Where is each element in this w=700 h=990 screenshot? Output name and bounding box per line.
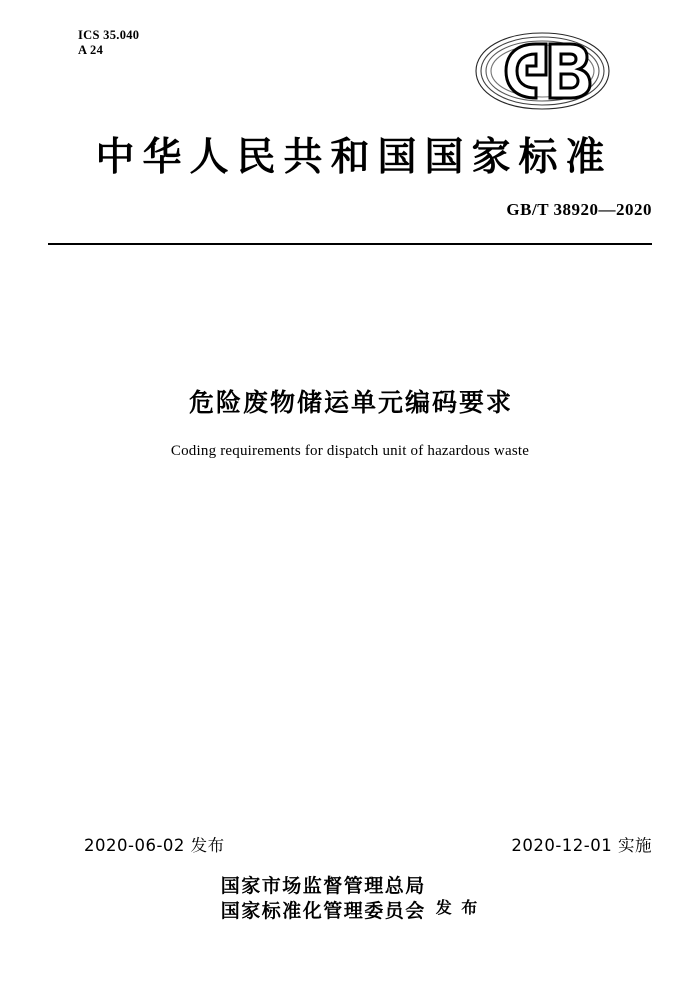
issuer-organizations (221, 874, 426, 924)
gb-emblem-icon (470, 30, 615, 112)
ccs-code: A 24 (78, 43, 104, 57)
national-standard-heading: 中华人民共和国国家标准 (95, 135, 613, 180)
effective-date: 2020-12-01 实施 (511, 836, 652, 855)
issuer-publish-label: 发 布 (435, 897, 480, 917)
header-divider (48, 243, 652, 245)
issuer-block (0, 874, 700, 924)
ics-classification-block (78, 28, 139, 58)
issue-date: 2020-06-02 发布 (84, 836, 225, 855)
standard-number: GB/T 38920—2020 (506, 200, 652, 219)
document-title-chinese: 危险废物储运单元编码要求 (188, 388, 513, 417)
ics-code: ICS 35.040 (78, 28, 140, 42)
issuer-line-2: 国家标准化管理委员会 (220, 900, 426, 922)
document-title-english: Coding requirements for dispatch unit of hazardous waste (170, 443, 530, 459)
issuer-line-1: 国家市场监督管理总局 (220, 875, 426, 897)
